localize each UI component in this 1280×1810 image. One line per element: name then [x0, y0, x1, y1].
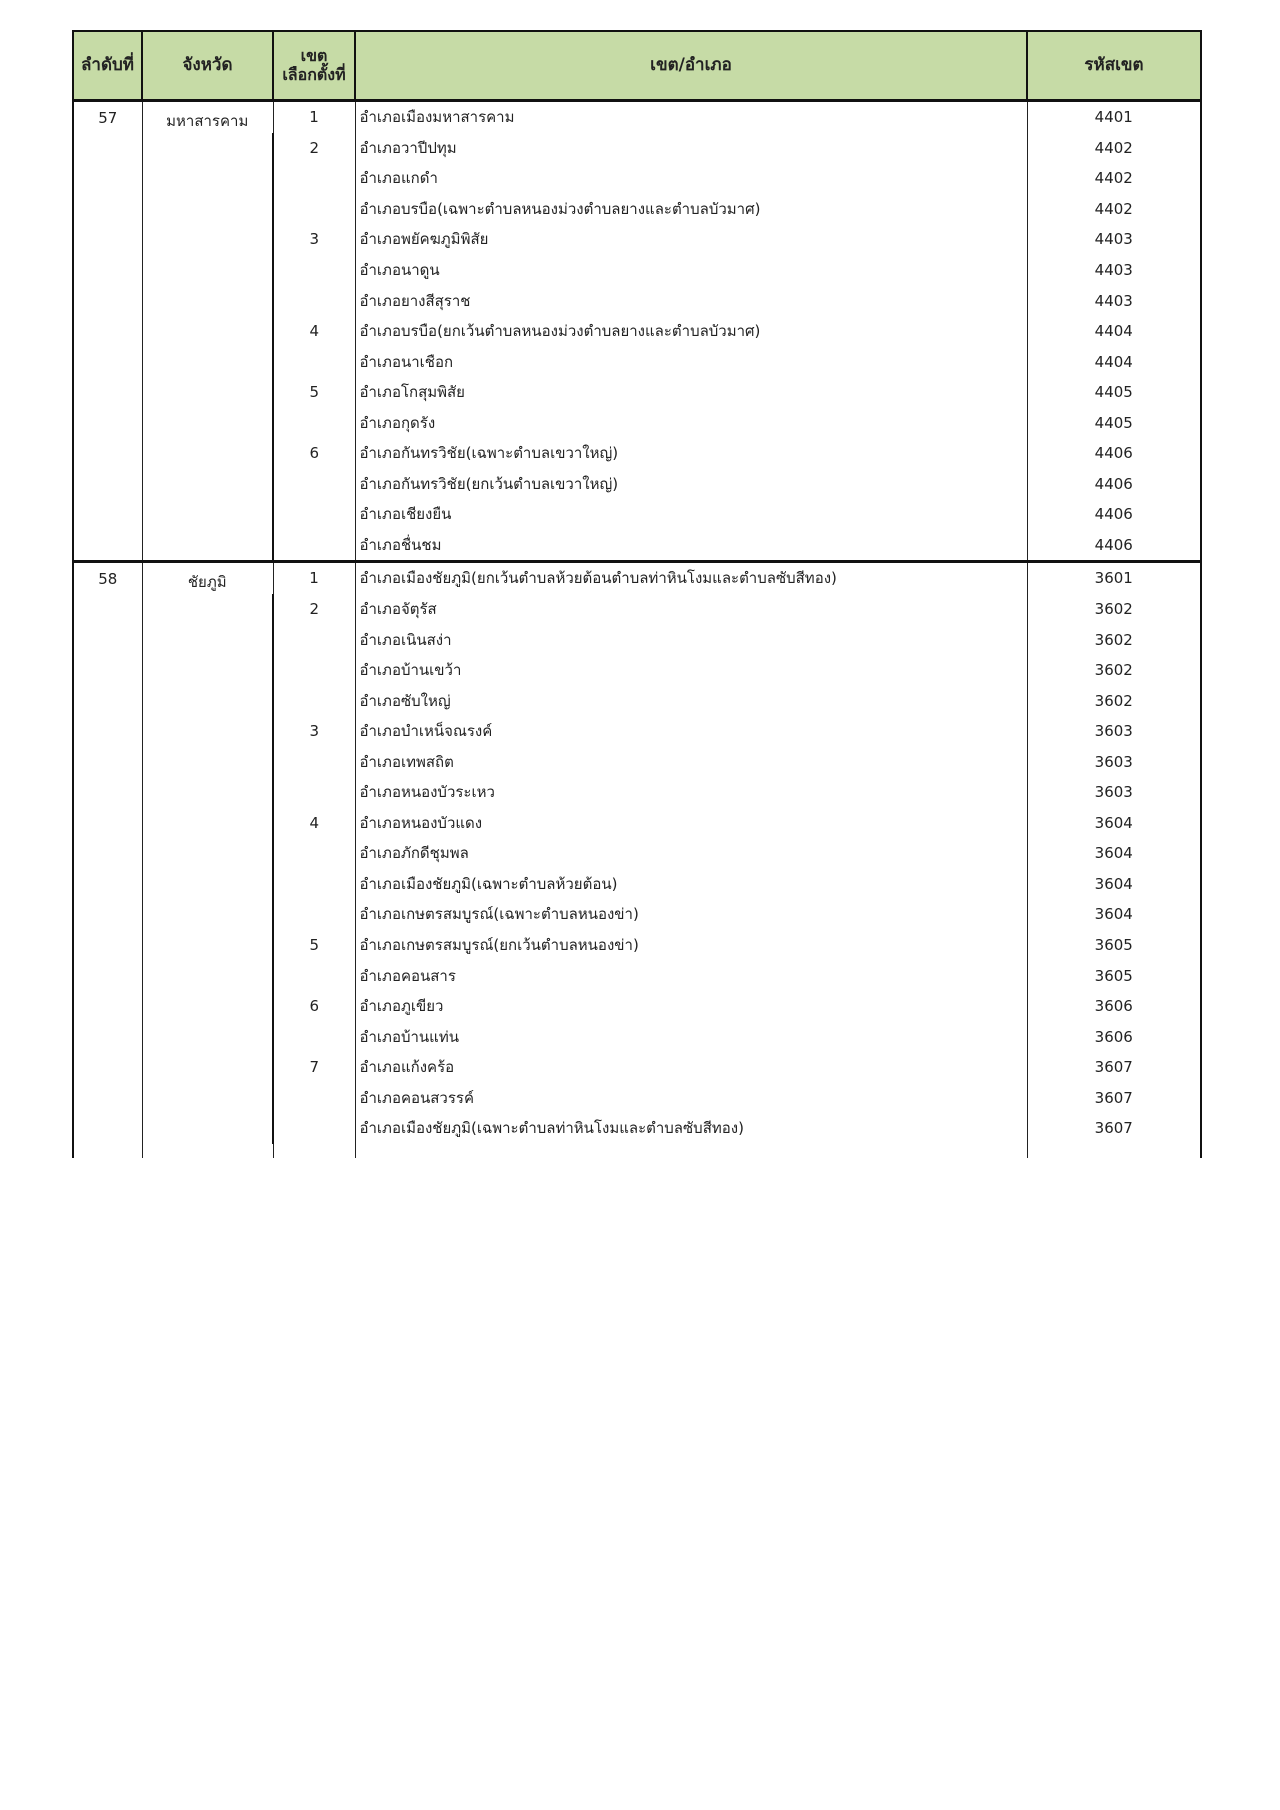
zone-code: 4403 [1027, 285, 1201, 316]
header-zone-line1: เขต [300, 46, 328, 66]
electoral-zone [273, 838, 355, 869]
district-name: อำเภอพยัคฆภูมิพิสัย [355, 224, 1027, 255]
district-name: อำเภอกันทรวิชัย(เฉพาะตำบลเขวาใหญ่) [355, 438, 1027, 469]
province-number: 58 [73, 562, 142, 1144]
province-name: ชัยภูมิ [142, 562, 273, 1144]
table-header [73, 31, 1201, 101]
zone-code: 3602 [1027, 655, 1201, 686]
electoral-zone [273, 777, 355, 808]
table-open-bottom [73, 1144, 1201, 1158]
zone-code: 3607 [1027, 1052, 1201, 1083]
district-name: อำเภอบรบือ(ยกเว้นตำบลหนองม่วงตำบลยางและตำบลบัวมาศ) [355, 316, 1027, 347]
electoral-zone [273, 899, 355, 930]
district-name: อำเภอกุดรัง [355, 407, 1027, 438]
zone-code: 4402 [1027, 194, 1201, 225]
district-name: อำเภอเมืองชัยภูมิ(ยกเว้นตำบลห้วยต้อนตำบลท่าหินโงมและตำบลซับสีทอง) [355, 562, 1027, 594]
district-name: อำเภอจัตุรัส [355, 594, 1027, 625]
electoral-zone [273, 407, 355, 438]
header-code: รหัสเขต [1027, 31, 1201, 101]
district-table [72, 30, 1202, 1158]
district-name: อำเภอชื่นชม [355, 530, 1027, 562]
zone-code: 3605 [1027, 960, 1201, 991]
province-group [73, 562, 1201, 1144]
electoral-zone: 5 [273, 377, 355, 408]
header-province: จังหวัด [142, 31, 273, 101]
electoral-zone [273, 530, 355, 562]
zone-code: 4402 [1027, 163, 1201, 194]
electoral-zone [273, 255, 355, 286]
electoral-zone [273, 194, 355, 225]
district-name: อำเภอเมืองมหาสารคาม [355, 101, 1027, 133]
district-name: อำเภอคอนสาร [355, 960, 1027, 991]
electoral-zone [273, 655, 355, 686]
province-name: มหาสารคาม [142, 101, 273, 562]
header-district: เขต/อำเภอ [355, 31, 1027, 101]
electoral-zone: 2 [273, 133, 355, 164]
district-name: อำเภอวาปีปทุม [355, 133, 1027, 164]
zone-code: 3602 [1027, 594, 1201, 625]
electoral-zone: 3 [273, 224, 355, 255]
zone-code: 3604 [1027, 899, 1201, 930]
electoral-zone: 5 [273, 930, 355, 961]
district-name: อำเภอบ้านแท่น [355, 1021, 1027, 1052]
zone-code: 3603 [1027, 746, 1201, 777]
zone-code: 3607 [1027, 1113, 1201, 1144]
district-name: อำเภอหนองบัวระเหว [355, 777, 1027, 808]
zone-code: 4401 [1027, 101, 1201, 133]
electoral-zone [273, 285, 355, 316]
district-name: อำเภอเกษตรสมบูรณ์(ยกเว้นตำบลหนองข่า) [355, 930, 1027, 961]
zone-code: 3606 [1027, 1021, 1201, 1052]
zone-code: 3607 [1027, 1083, 1201, 1114]
zone-code: 4406 [1027, 530, 1201, 562]
district-name: อำเภอโกสุมพิสัย [355, 377, 1027, 408]
district-name: อำเภอกันทรวิชัย(ยกเว้นตำบลเขวาใหญ่) [355, 469, 1027, 500]
district-name: อำเภอบ้านเขว้า [355, 655, 1027, 686]
electoral-zone [273, 469, 355, 500]
district-name: อำเภอบรบือ(เฉพาะตำบลหนองม่วงตำบลยางและตำบลบัวมาศ) [355, 194, 1027, 225]
zone-code: 4403 [1027, 255, 1201, 286]
zone-code: 4404 [1027, 346, 1201, 377]
zone-code: 3605 [1027, 930, 1201, 961]
electoral-zone [273, 960, 355, 991]
district-name: อำเภอนาดูน [355, 255, 1027, 286]
zone-code: 4406 [1027, 499, 1201, 530]
electoral-zone: 7 [273, 1052, 355, 1083]
zone-code: 4405 [1027, 377, 1201, 408]
district-name: อำเภอนาเชือก [355, 346, 1027, 377]
electoral-zone: 4 [273, 316, 355, 347]
zone-code: 4405 [1027, 407, 1201, 438]
district-table-page [72, 30, 1200, 1158]
district-name: อำเภอภักดีชุมพล [355, 838, 1027, 869]
electoral-zone [273, 1021, 355, 1052]
electoral-zone [273, 346, 355, 377]
province-group [73, 101, 1201, 562]
zone-code: 3601 [1027, 562, 1201, 594]
district-name: อำเภอเมืองชัยภูมิ(เฉพาะตำบลท่าหินโงมและตำบลซับสีทอง) [355, 1113, 1027, 1144]
zone-code: 4406 [1027, 438, 1201, 469]
table-row [73, 562, 1201, 594]
province-number: 57 [73, 101, 142, 562]
zone-code: 3602 [1027, 685, 1201, 716]
electoral-zone [273, 1113, 355, 1144]
district-name: อำเภอเมืองชัยภูมิ(เฉพาะตำบลห้วยต้อน) [355, 869, 1027, 900]
electoral-zone: 1 [273, 101, 355, 133]
table-row [73, 101, 1201, 133]
district-name: อำเภอแกดำ [355, 163, 1027, 194]
electoral-zone [273, 499, 355, 530]
electoral-zone [273, 163, 355, 194]
district-name: อำเภอแก้งคร้อ [355, 1052, 1027, 1083]
district-name: อำเภอบำเหน็จณรงค์ [355, 716, 1027, 747]
electoral-zone [273, 685, 355, 716]
district-name: อำเภอคอนสวรรค์ [355, 1083, 1027, 1114]
zone-code: 4402 [1027, 133, 1201, 164]
zone-code: 3606 [1027, 991, 1201, 1022]
header-no: ลำดับที่ [73, 31, 142, 101]
header-zone-line2: เลือกตั้งที่ [282, 64, 346, 84]
district-name: อำเภอเกษตรสมบูรณ์(เฉพาะตำบลหนองข่า) [355, 899, 1027, 930]
zone-code: 3602 [1027, 624, 1201, 655]
header-zone [273, 31, 355, 101]
electoral-zone: 2 [273, 594, 355, 625]
electoral-zone: 1 [273, 562, 355, 594]
electoral-zone [273, 624, 355, 655]
electoral-zone [273, 746, 355, 777]
zone-code: 3604 [1027, 869, 1201, 900]
district-name: อำเภอเทพสถิต [355, 746, 1027, 777]
district-name: อำเภอซับใหญ่ [355, 685, 1027, 716]
district-name: อำเภอเชียงยืน [355, 499, 1027, 530]
electoral-zone: 6 [273, 438, 355, 469]
zone-code: 3603 [1027, 716, 1201, 747]
district-name: อำเภอเนินสง่า [355, 624, 1027, 655]
zone-code: 4403 [1027, 224, 1201, 255]
electoral-zone [273, 869, 355, 900]
zone-code: 4404 [1027, 316, 1201, 347]
district-name: อำเภอภูเขียว [355, 991, 1027, 1022]
zone-code: 4406 [1027, 469, 1201, 500]
district-name: อำเภอยางสีสุราช [355, 285, 1027, 316]
electoral-zone: 4 [273, 808, 355, 839]
electoral-zone [273, 1083, 355, 1114]
electoral-zone: 6 [273, 991, 355, 1022]
zone-code: 3603 [1027, 777, 1201, 808]
zone-code: 3604 [1027, 838, 1201, 869]
zone-code: 3604 [1027, 808, 1201, 839]
district-name: อำเภอหนองบัวแดง [355, 808, 1027, 839]
electoral-zone: 3 [273, 716, 355, 747]
